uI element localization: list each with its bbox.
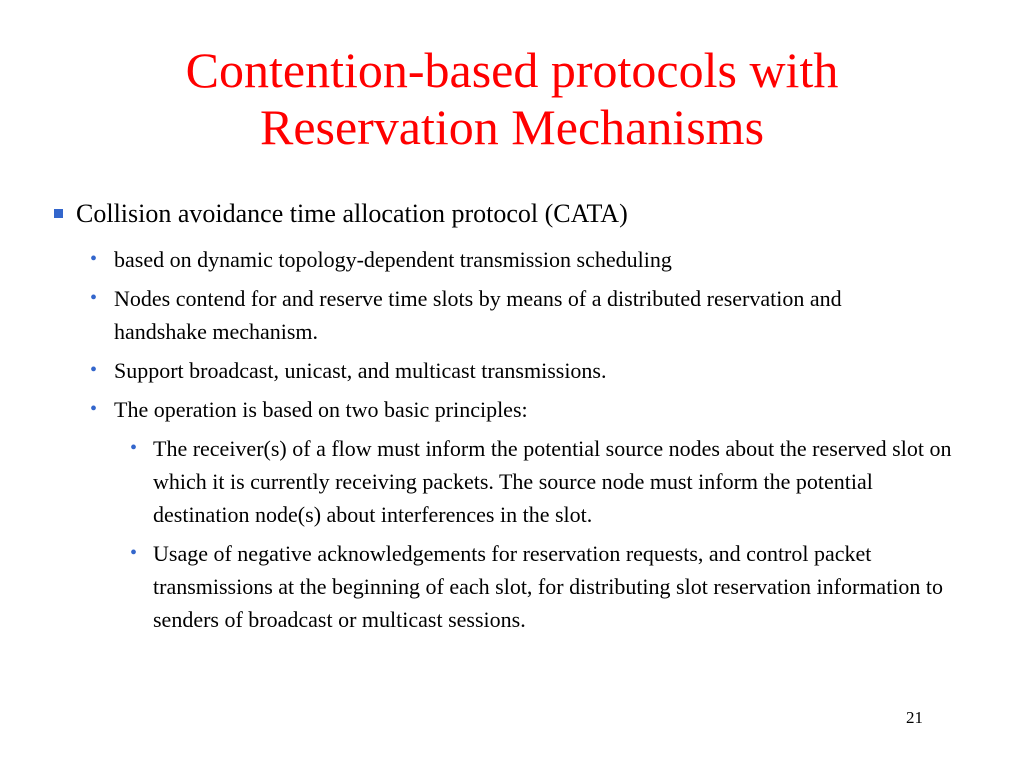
dot-bullet-icon: •	[90, 398, 98, 420]
sub-bullet-item	[0, 393, 914, 426]
sub-bullet-text: Nodes contend for and reserve time slots by means of a distributed reservation and handshake mechanism.	[114, 286, 842, 344]
dot-bullet-icon: •	[90, 287, 98, 309]
dot-bullet-icon: •	[130, 542, 138, 564]
sub-bullet-item	[0, 243, 914, 276]
dot-bullet-icon: •	[90, 359, 98, 381]
sub-bullet-text: The operation is based on two basic principles:	[114, 397, 528, 422]
sub-bullet-item	[0, 354, 914, 387]
square-bullet-icon	[54, 209, 63, 218]
slide-number: 21	[906, 708, 923, 727]
subsub-bullet-item	[0, 537, 963, 636]
slide-title-line-2: Reservation Mechanisms	[259, 99, 765, 155]
slide-title-line-1: Contention-based protocols with	[185, 42, 839, 98]
sub-bullet-item	[0, 282, 914, 348]
sub-bullet-text: Support broadcast, unicast, and multicast transmissions.	[114, 358, 607, 383]
subsub-bullet-text: The receiver(s) of a flow must inform the potential source nodes about the reserved slot on which it is currently receiving packets. The source node must inform the potential destination node(s) about interferences in the slot.	[153, 436, 952, 527]
dot-bullet-icon: •	[90, 248, 98, 270]
bullet-item-cata	[0, 197, 956, 231]
bullet-text: Collision avoidance time allocation protocol (CATA)	[76, 199, 628, 228]
subsub-bullet-text: Usage of negative acknowledgements for reservation requests, and control packet transmissions at the beginning of each slot, for distributing slot reservation information to senders of broadcast or multicast sessions.	[153, 541, 944, 632]
slide-title	[60, 42, 964, 156]
sub-bullet-text: based on dynamic topology-dependent transmission scheduling	[114, 247, 672, 272]
subsub-bullet-item	[0, 432, 963, 531]
bullet-list	[0, 197, 1024, 642]
dot-bullet-icon: •	[130, 437, 138, 459]
